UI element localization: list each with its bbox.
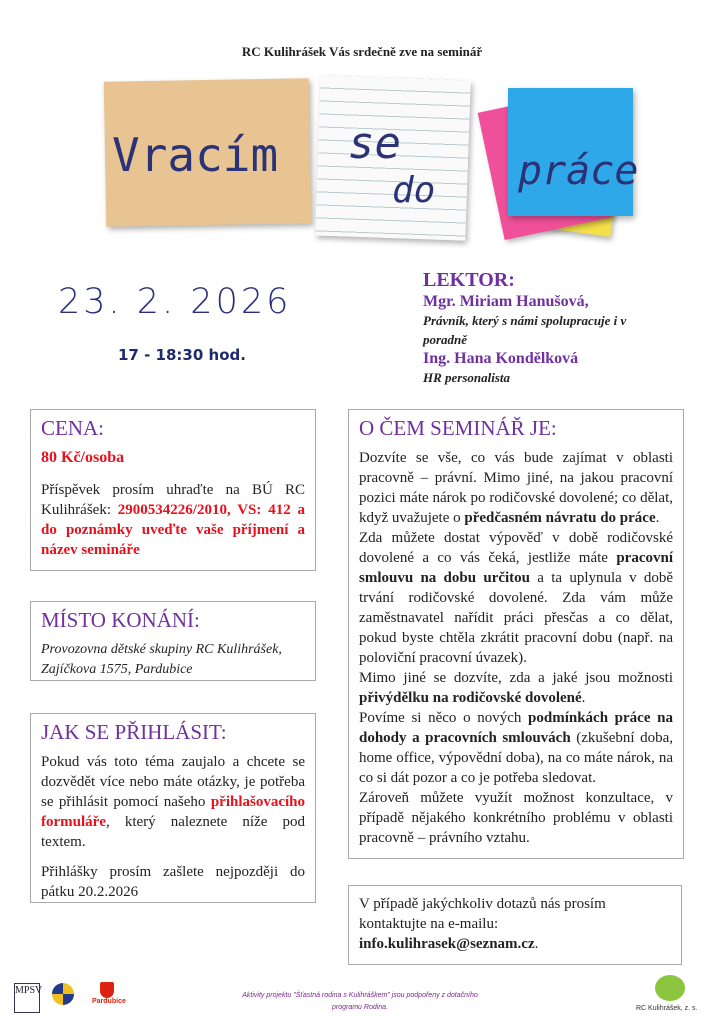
kulihrasek-mascot-icon bbox=[655, 975, 685, 1001]
about-highlight: pracovní smlouvu na dobu určitou bbox=[359, 550, 673, 586]
event-date: 23. 2. 2026 bbox=[58, 282, 292, 322]
contact-email[interactable]: info.kulihrasek@seznam.cz bbox=[359, 936, 535, 952]
about-text: Mimo jiné se dozvíte, zda a jaké jsou možnosti bbox=[359, 670, 673, 686]
title-word-1: Vracím bbox=[112, 128, 279, 182]
venue-box bbox=[30, 601, 316, 681]
about-box: O ČEM SEMINÁŘ JE: Dozvíte se vše, co vás bude zajímat v oblasti pracovně – právní. Mimo jiné, na jakou pracovní pozici máte nárok po rodičovské dovolené; co dělat, když uvažujete o předčasném návratu do práce. Zda můžete dostat výpověď v době rodičovské dovolené a co vás čeká, jestliže máte pracovní smlouvu na dobu určitou a ta uplynula v době trvání rodičovské dovolené. Zda vám může zaměstnavatel nařídit práci přesčas a co dělat, pokud byste chtěla zkrátit pracovní dobu (např. na poloviční pracovní úvazek). Mimo jiné se dozvíte, zda a jaké jsou možnosti přivýdělku na rodičovské dovolené. Povíme si něco o nových podmínkách práce na dohody a pracovních smlouvách (zkušební doba, home office, výpovědní doba), na co máte nárok, na co si dát pozor a co je potřeba sledovat. Zároveň můžete využít možnost konzultace, v případě nějakého konkrétního problému v oblasti pracovně – právního vztahu. bbox=[348, 409, 684, 859]
about-heading: O ČEM SEMINÁŘ JE: bbox=[359, 416, 557, 440]
about-text: Povíme si něco o nových bbox=[359, 710, 529, 726]
invite-heading: RC Kulihrášek Vás srdečně zve na seminář bbox=[241, 44, 483, 59]
signup-form-link[interactable]: přihlašovacího formuláře bbox=[41, 794, 305, 830]
signup-heading: JAK SE PŘIHLÁSIT: bbox=[41, 720, 227, 744]
about-text: Zároveň můžete využít možnost konzultace, v případě nějakého konkrétního problému v oblasti pracovně – právního vztahu. bbox=[359, 790, 673, 846]
venue-heading: MÍSTO KONÁNÍ: bbox=[41, 608, 200, 632]
title-word-3: do bbox=[392, 170, 436, 211]
about-text: a ta uplynula v době trvání rodičovské dovolené. Zda vám může zaměstnavatel nařídit práci přesčas a co dělat, pokud byste chtěla zkrátit pracovní dobu (např. na poloviční pracovní úvazek). bbox=[359, 570, 674, 666]
signup-box bbox=[30, 713, 316, 903]
payment-text: Příspěvek prosím uhraďte na BÚ RC Kulihrášek: bbox=[41, 482, 305, 518]
about-text: Dozvíte se vše, co vás bude zajímat v oblasti pracovně – právní. Mimo jiné, na jakou pracovní pozici máte nárok po rodičovské dovolené; co dělat, když uvažujete o bbox=[359, 450, 673, 526]
lector-section bbox=[423, 268, 663, 387]
about-highlight: předčasném návratu do práce bbox=[464, 510, 656, 526]
footer-org: RC Kulihrášek, z. s. bbox=[636, 1005, 698, 1012]
mpsv-logo: MPSV bbox=[14, 983, 40, 1013]
signup-text: Pokud vás toto téma zaujalo a chcete se dozvědět více nebo máte otázky, je potřeba se přihlásit pomocí našeho bbox=[41, 754, 305, 810]
contact-text: V případě jakýchkoliv dotazů nás prosím kontaktujte na e-mailu: bbox=[359, 896, 606, 932]
price-amount: 80 Kč/osoba bbox=[41, 449, 125, 466]
lector-role: Právník, který s námi spolupracuje i v poradně bbox=[423, 313, 627, 347]
footer-note: Aktivity projektu "Šťastná rodina s Kulihráškem" jsou podpořeny z dotačního programu Rodina. bbox=[242, 992, 478, 1011]
about-text: (zkušební doba, home office, výpovědní doba), na co máte nárok, na co si dát pozor a co je potřeba sledovat. bbox=[359, 730, 673, 786]
payment-details: 2900534226/2010, VS: 412 a do poznámky uveďte vaše příjmení a název semináře bbox=[41, 502, 305, 558]
about-text: . bbox=[655, 510, 660, 526]
about-highlight: podmínkách práce na dohody a pracovních smlouvách bbox=[359, 710, 673, 746]
lector-heading: LEKTOR: bbox=[423, 269, 515, 291]
partner-logo bbox=[52, 983, 74, 1005]
lector-role: HR personalista bbox=[423, 370, 511, 385]
venue-address: Provozovna dětské skupiny RC Kulihrášek, Zajíčkova 1575, Pardubice bbox=[41, 642, 282, 677]
event-time: 17 - 18:30 hod. bbox=[118, 346, 246, 364]
title-word-2: se bbox=[348, 118, 401, 169]
contact-box: V případě jakýchkoliv dotazů nás prosím kontaktujte na e-mailu: info.kulihrasek@seznam.cz. bbox=[348, 885, 682, 965]
about-highlight: přivýdělku na rodičovské dovolené bbox=[359, 690, 582, 706]
price-heading: CENA: bbox=[41, 416, 104, 440]
lector-name: Mgr. Miriam Hanušová, bbox=[423, 293, 589, 310]
signup-deadline: Přihlášky prosím zašlete nejpozději do pátku 20.2.2026 bbox=[41, 864, 305, 900]
signup-text: , který naleznete níže pod textem. bbox=[41, 814, 305, 850]
pardubice-logo: Pardubice bbox=[92, 982, 122, 1005]
price-box bbox=[30, 409, 316, 571]
about-text: Zda můžete dostat výpověď v době rodičovské dovolené a co vás čeká, jestliže máte bbox=[359, 530, 673, 566]
lector-name: Ing. Hana Kondělková bbox=[423, 350, 579, 367]
title-word-4: práce bbox=[518, 148, 639, 194]
